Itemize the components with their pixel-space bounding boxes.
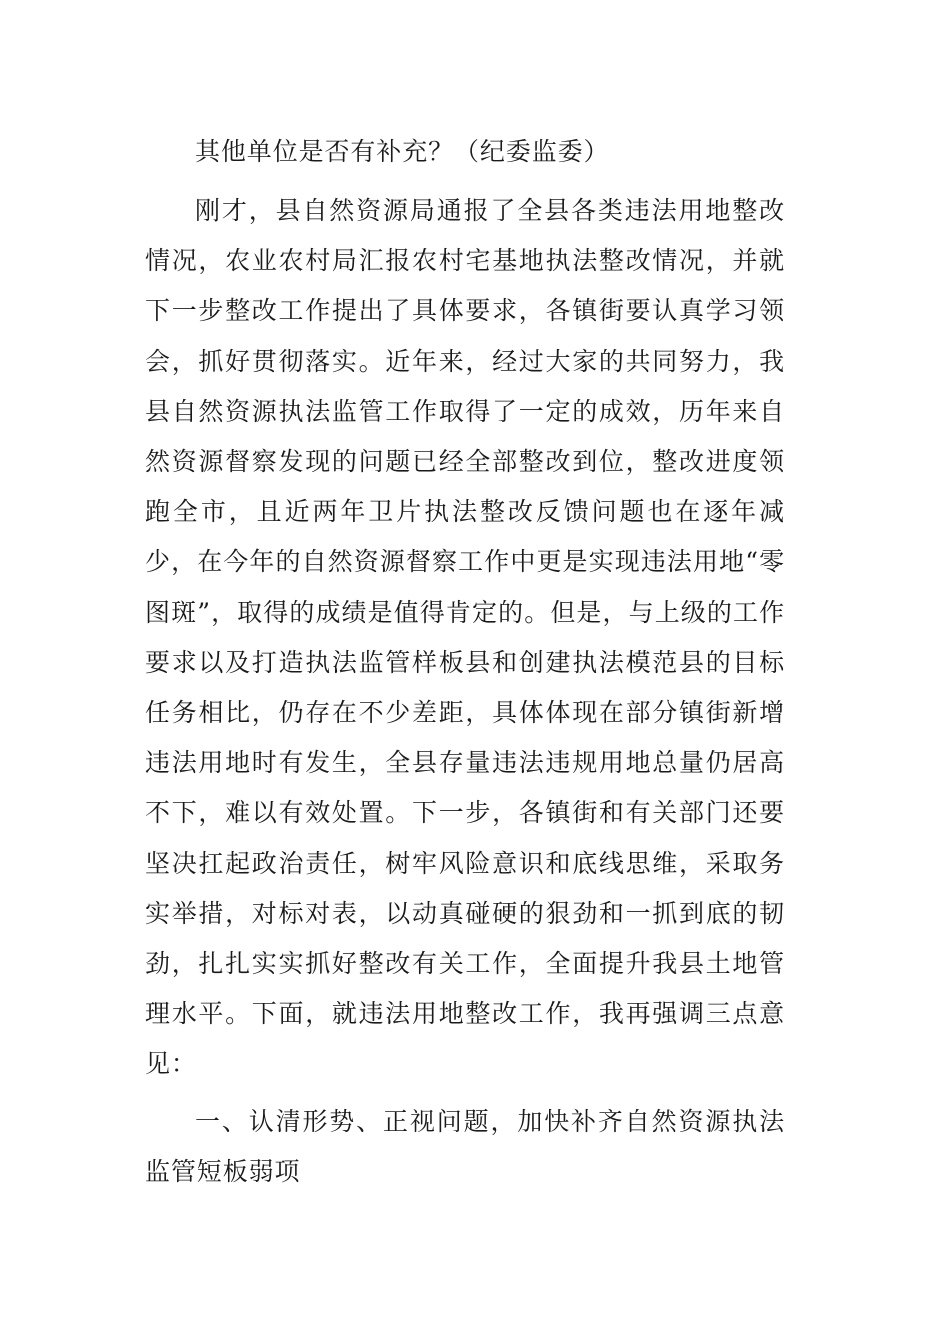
paragraph-body: 刚才，县自然资源局通报了全县各类违法用地整改情况，农业农村局汇报农村宅基地执法整改情况，并就下一步整改工作提出了具体要求，各镇街要认真学习领会，抓好贯彻落实。近年来，经过大家的共同努力，我县自然资源执法监管工作取得了一定的成效，历年来自然资源督察发现的问题已经全部整改到位，整改进度领跑全市，且近两年卫片执法整改反馈问题也在逐年减少，在今年的自然资源督察工作中更是实现违法用地“零图斑”，取得的成绩是值得肯定的。但是，与上级的工作要求以及打造执法监管样板县和创建执法模范县的目标任务相比，仍存在不少差距，具体体现在部分镇街新增违法用地时有发生，全县存量违法违规用地总量仍居高不下，难以有效处置。下一步，各镇街和有关部门还要坚决扛起政治责任，树牢风险意识和底线思维，采取务实举措，对标对表，以动真碰硬的狠劲和一抓到底的韧劲，扎扎实实抓好整改有关工作，全面提升我县土地管理水平。下面，就违法用地整改工作，我再强调三点意见： (145, 196, 785, 1079)
paragraph-question: 其他单位是否有补充？（纪委监委） (195, 137, 610, 166)
section-heading: 一、认清形势、正视问题，加快补齐自然资源执法监管短板弱项 (145, 1107, 785, 1187)
